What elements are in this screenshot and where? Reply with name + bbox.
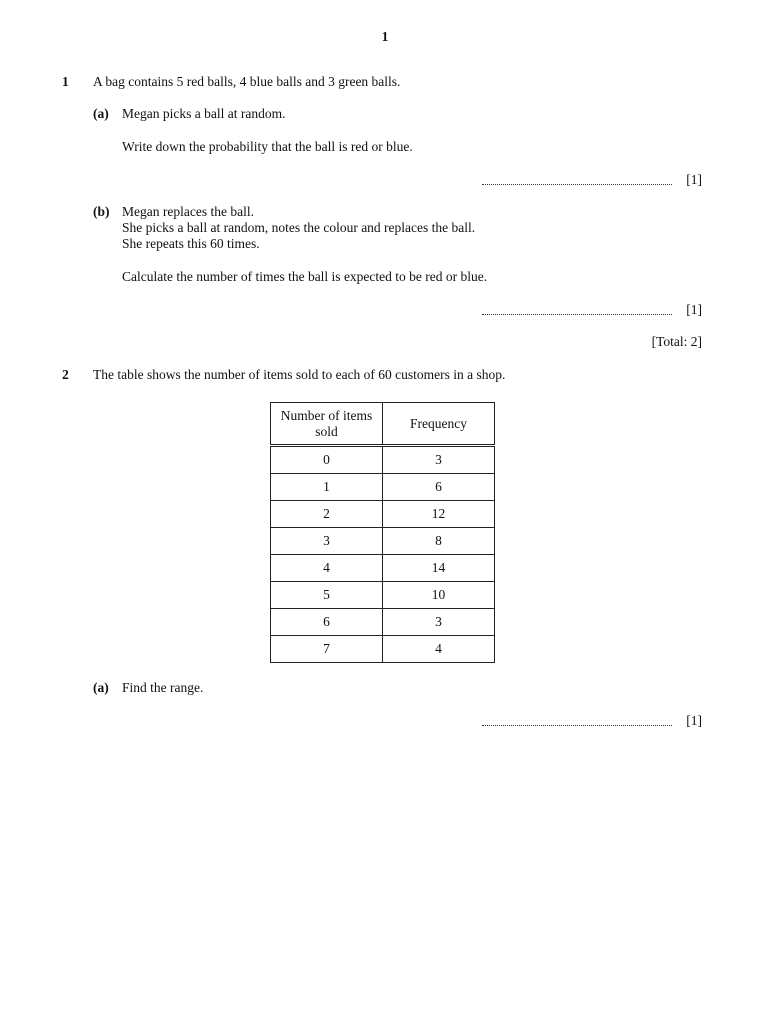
frequency-cell: 8 [383, 528, 495, 555]
frequency-cell: 10 [383, 582, 495, 609]
items-sold-cell: 4 [271, 555, 383, 582]
table-row [271, 609, 495, 636]
table-row [271, 528, 495, 555]
frequency-cell: 14 [383, 555, 495, 582]
table-row [271, 555, 495, 582]
frequency-cell: 6 [383, 474, 495, 501]
table-header-row [271, 403, 495, 446]
q2a-label: (a) [93, 680, 109, 695]
table-row [271, 501, 495, 528]
table-row [271, 446, 495, 474]
q1b-marks: [1] [686, 302, 702, 317]
q1a-marks: [1] [686, 172, 702, 187]
q1b-line-3: She repeats this 60 times. [122, 236, 260, 251]
q1a-label: (a) [93, 106, 109, 121]
table-row [271, 474, 495, 501]
items-sold-cell: 2 [271, 501, 383, 528]
frequency-cell: 3 [383, 609, 495, 636]
question-1-number: 1 [62, 74, 69, 89]
items-sold-cell: 1 [271, 474, 383, 501]
q1b-answer-line[interactable] [482, 304, 672, 315]
table-row [271, 636, 495, 663]
question-2-stem: The table shows the number of items sold to each of 60 customers in a shop. [93, 367, 506, 382]
q1a-line-1: Megan picks a ball at random. [122, 106, 286, 121]
items-sold-cell: 7 [271, 636, 383, 663]
items-sold-cell: 0 [271, 446, 383, 474]
frequency-cell: 4 [383, 636, 495, 663]
page-number: 1 [381, 29, 389, 44]
q1b-line-1: Megan replaces the ball. [122, 204, 254, 219]
frequency-cell: 12 [383, 501, 495, 528]
question-2-number: 2 [62, 367, 69, 382]
q1a-line-2: Write down the probability that the ball is red or blue. [122, 139, 413, 154]
q2a-marks: [1] [686, 713, 702, 728]
q1-total-marks: [Total: 2] [651, 334, 702, 349]
q2a-answer-line[interactable] [482, 715, 672, 726]
question-1-stem: A bag contains 5 red balls, 4 blue balls and 3 green balls. [93, 74, 401, 89]
items-sold-cell: 5 [271, 582, 383, 609]
header-items-sold: Number of items sold [271, 403, 383, 446]
items-sold-cell: 6 [271, 609, 383, 636]
q2a-text: Find the range. [122, 680, 204, 695]
q1b-line-2: She picks a ball at random, notes the colour and replaces the ball. [122, 220, 476, 235]
q1b-line-4: Calculate the number of times the ball is expected to be red or blue. [122, 269, 488, 284]
q1b-label: (b) [93, 204, 110, 219]
table-row [271, 582, 495, 609]
header-frequency: Frequency [383, 403, 495, 446]
q1a-answer-line[interactable] [482, 174, 672, 185]
items-sold-cell: 3 [271, 528, 383, 555]
frequency-table [270, 402, 495, 663]
frequency-cell: 3 [383, 446, 495, 474]
